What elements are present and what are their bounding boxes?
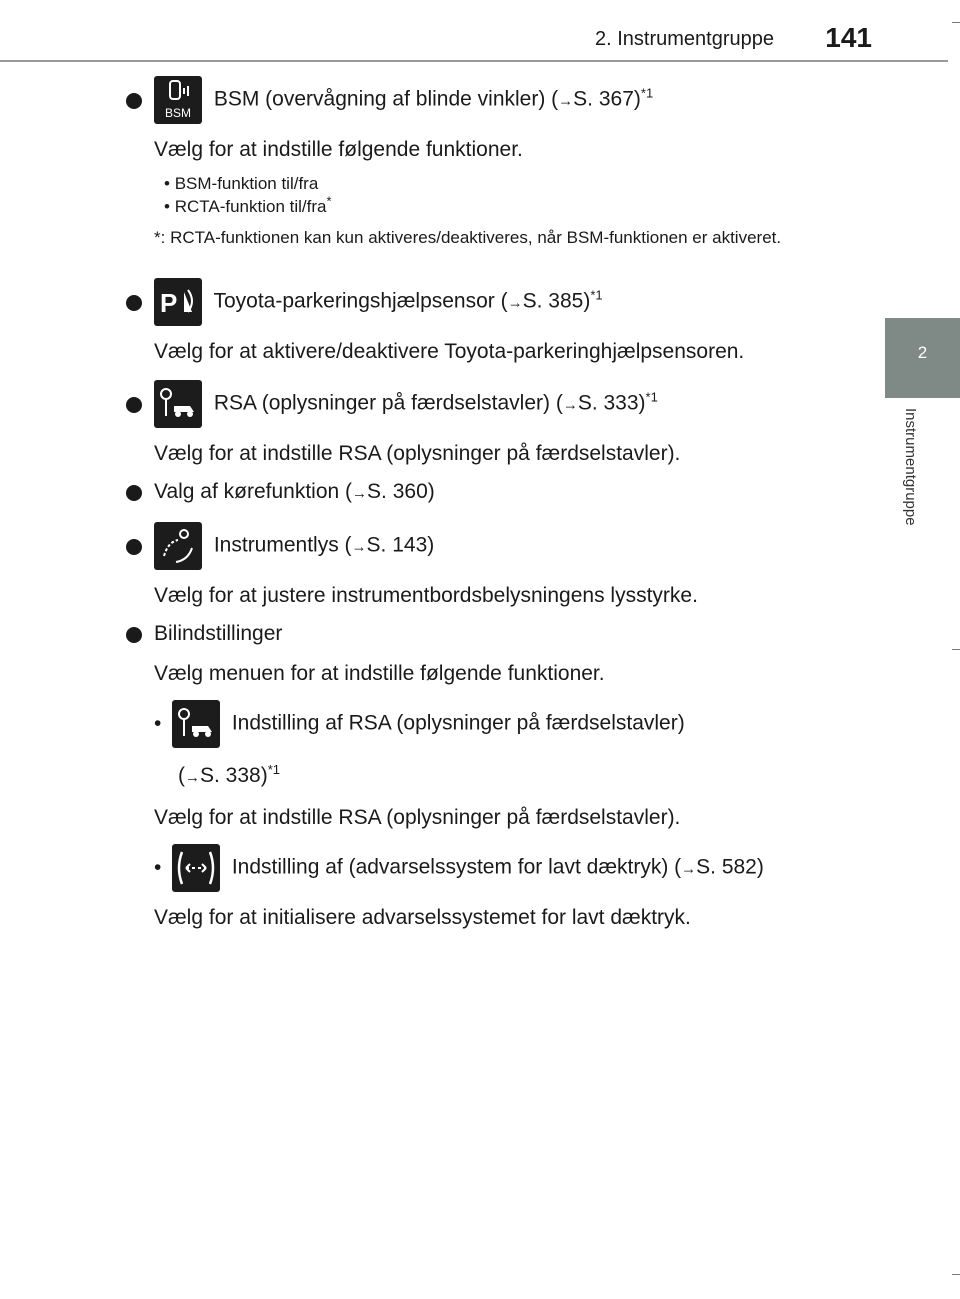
bullet [126,295,142,311]
bullet [126,93,142,109]
page-header [0,0,960,62]
sub-tire-ref[interactable]: S. 582) [696,855,764,879]
bsm-ref[interactable]: S. 367) [573,87,641,111]
bullet [126,539,142,555]
sub-rsa-title: Indstilling af RSA (oplysninger på færdselstavler) [231,711,685,735]
lights-ref[interactable]: S. 143) [366,533,435,557]
arrow-icon: → [351,538,367,556]
bsm-description: Vælg for at indstille følgende funktioner. [154,138,523,161]
note-text: RCTA-funktionen kan kun aktiveres/deaktiveres, når BSM-funktionen er aktiveret. [170,228,782,247]
tire-pressure-icon [172,844,220,892]
parking-description: Vælg for at aktivere/deaktivere Toyota-parkeringhjælpsensoren. [154,340,745,363]
svg-text:P: P [160,288,178,318]
list-item-car-settings [126,620,866,648]
footnote-mark: *1 [590,287,603,303]
sub-item-tire: • Indstilling af (advarselssystem for lavt dæktryk) (→S. 582) [126,844,866,892]
parking-ref[interactable]: S. 385) [522,289,591,313]
arrow-icon: → [507,294,523,312]
sub-rsa-ref-line: (→S. 338)$^{*1}$ [178,762,281,787]
list-item-parking [126,278,866,326]
chapter-tab: 2 [885,318,960,398]
lights-description: Vælg for at justere instrumentbordsbelysningens lysstyrke. [154,584,698,607]
sub-tire-title: Indstilling af (advarselssystem for lavt dæktryk) ( [231,855,682,879]
rsa-title: RSA (oplysninger på færdselstavler) ( [213,391,563,415]
bsm-sub1: • BSM-funktion til/fra [164,174,319,193]
bullet [126,627,142,643]
lights-title: Instrumentlys ( [213,533,352,557]
road-sign-icon [172,700,220,748]
sub-tire-description: Vælg for at initialisere advarselssystemet for lavt dæktryk. [154,906,691,929]
car-settings-title: Bilindstillinger [154,622,283,645]
sub-rsa-description: Vælg for at indstille RSA (oplysninger på færdselstavler). [154,806,681,829]
header-rule [0,60,948,62]
parking-title: Toyota-parkeringshjælpsensor ( [213,289,508,313]
section-title: 2. Instrumentgruppe [595,28,774,50]
page-number: 141 [825,22,872,53]
brightness-icon [154,522,202,570]
arrow-icon: → [352,485,368,502]
list-item-lights [126,522,866,570]
bsm-note [126,226,866,250]
arrow-icon: → [558,92,574,110]
drive-title: Valg af kørefunktion ( [154,480,353,503]
svg-text:BSM: BSM [164,106,192,120]
rsa-description: Vælg for at indstille RSA (oplysninger på færdselstavler). [154,442,681,465]
list-item-rsa [126,380,866,428]
bullet [126,485,142,501]
bsm-icon [154,76,202,124]
note-mark: *: [154,228,166,247]
chapter-tab-label: Instrumentgruppe [902,408,919,526]
arrow-icon: → [562,396,578,414]
footnote-mark: *1 [645,389,658,405]
bsm-sub2: • RCTA-funktion til/fra* [164,193,332,216]
list-item-bsm [126,76,866,124]
bullet [126,397,142,413]
sub-item-rsa: • Indstilling af RSA (oplysninger på færdselstavler) [126,700,866,748]
drive-ref[interactable]: S. 360) [367,480,435,503]
rsa-ref[interactable]: S. 333) [577,391,646,415]
page-content [126,76,866,932]
crop-mark [952,649,960,650]
arrow-icon: → [681,860,697,878]
crop-mark [952,22,960,23]
crop-mark [952,1274,960,1275]
parking-sensor-icon [154,278,202,326]
road-sign-icon [154,380,202,428]
car-settings-description: Vælg menuen for at indstille følgende funktioner. [154,662,605,685]
bsm-title: BSM (overvågning af blinde vinkler) ( [213,87,559,111]
list-item-drive-mode [126,478,866,508]
footnote-mark: *1 [640,85,654,101]
